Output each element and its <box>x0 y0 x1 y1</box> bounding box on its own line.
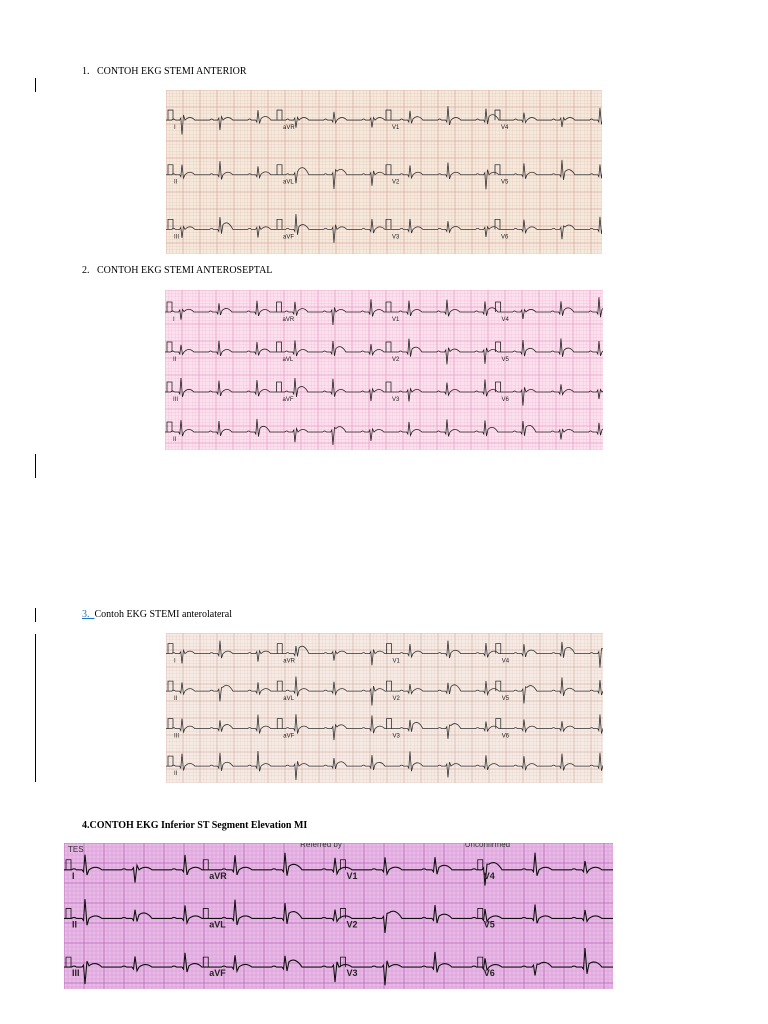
revision-bar <box>35 454 36 478</box>
ecg-lead-label: V3 <box>346 968 358 979</box>
ecg-grid-svg <box>64 843 613 989</box>
ecg-lead-label: aVR <box>283 125 295 132</box>
ecg-lead-label: V3 <box>392 234 400 241</box>
ecg-lead-label: V5 <box>501 357 509 363</box>
section-4-number: 4. <box>82 820 90 831</box>
ecg-strip-inferior <box>64 843 613 989</box>
ecg-strip-anteroseptal <box>165 290 603 450</box>
revision-bar <box>35 78 36 92</box>
ecg-header-text: Unconfirmed <box>464 843 511 849</box>
ecg-lead-label: V2 <box>392 179 400 186</box>
ecg-strip-anterolateral <box>166 633 603 783</box>
ecg-lead-label: aVL <box>283 179 294 186</box>
ecg-lead-label: V1 <box>392 317 400 323</box>
ecg-lead-label: aVR <box>283 658 295 665</box>
revision-bar <box>35 608 36 622</box>
ecg-lead-label: V5 <box>501 696 510 703</box>
ecg-lead-label: I <box>174 658 176 665</box>
ecg-lead-label: III <box>174 733 180 740</box>
ecg-lead-label: I <box>72 870 75 881</box>
ecg-lead-label: I <box>173 317 175 323</box>
ecg-lead-label: III <box>173 397 179 403</box>
ecg-lead-label: aVR <box>209 870 227 881</box>
ecg-lead-label: V2 <box>392 357 400 363</box>
ecg-header-text: Referred by <box>300 843 342 849</box>
ecg-lead-label: II <box>174 771 178 778</box>
ecg-lead-label: V4 <box>501 658 510 665</box>
section-3-number-link[interactable]: 3. <box>82 609 90 620</box>
ecg-lead-label: aVR <box>282 317 295 323</box>
ecg-lead-label: V4 <box>483 870 495 881</box>
section-2-heading <box>82 265 272 276</box>
ecg-lead-label: II <box>173 437 177 443</box>
ecg-lead-label: II <box>174 179 178 186</box>
section-1-number: 1. <box>82 66 90 77</box>
section-2-title: CONTOH EKG STEMI ANTEROSEPTAL <box>97 265 273 276</box>
ecg-lead-label: II <box>72 919 78 930</box>
ecg-grid-svg <box>166 90 602 254</box>
ecg-lead-label: V1 <box>392 125 400 132</box>
ecg-lead-label: V6 <box>501 733 510 740</box>
ecg-grid-svg <box>166 633 603 783</box>
section-3-title: Contoh EKG STEMI anterolateral <box>94 609 232 620</box>
ecg-lead-label: aVL <box>283 696 294 703</box>
ecg-lead-label: aVL <box>209 919 226 930</box>
ecg-lead-label: III <box>72 968 80 979</box>
ecg-lead-label: V3 <box>392 397 400 403</box>
ecg-grid-svg <box>165 290 603 450</box>
ecg-lead-label: V2 <box>392 696 400 703</box>
section-4-heading <box>82 820 307 831</box>
ecg-lead-label: aVF <box>282 397 294 403</box>
ecg-lead-label: V5 <box>483 919 495 930</box>
ecg-strip-anterior <box>166 90 602 254</box>
ecg-lead-label: I <box>174 125 176 132</box>
ecg-lead-label: II <box>174 696 178 703</box>
ecg-lead-label: V6 <box>483 968 495 979</box>
section-1-heading <box>82 66 247 77</box>
ecg-lead-label: V6 <box>501 397 509 403</box>
ecg-lead-label: V4 <box>501 125 509 132</box>
ecg-lead-label: V4 <box>501 317 509 323</box>
revision-bar <box>35 634 36 782</box>
ecg-lead-label: aVF <box>283 234 295 241</box>
section-3-heading <box>82 609 232 620</box>
ecg-lead-label: V1 <box>346 870 358 881</box>
section-1-title: CONTOH EKG STEMI ANTERIOR <box>97 66 247 77</box>
ecg-lead-label: V3 <box>392 733 400 740</box>
ecg-lead-label: III <box>174 234 180 241</box>
ecg-lead-label: aVF <box>283 733 295 740</box>
ecg-header-text: TES <box>68 845 84 854</box>
section-2-number: 2. <box>82 265 90 276</box>
ecg-lead-label: V6 <box>501 234 509 241</box>
ecg-lead-label: V2 <box>346 919 358 930</box>
ecg-lead-label: aVL <box>282 357 294 363</box>
section-4-title: CONTOH EKG Inferior ST Segment Elevation MI <box>89 820 308 831</box>
ecg-lead-label: aVF <box>209 968 226 979</box>
ecg-lead-label: V1 <box>392 658 400 665</box>
ecg-lead-label: II <box>173 357 177 363</box>
ecg-lead-label: V5 <box>501 179 509 186</box>
